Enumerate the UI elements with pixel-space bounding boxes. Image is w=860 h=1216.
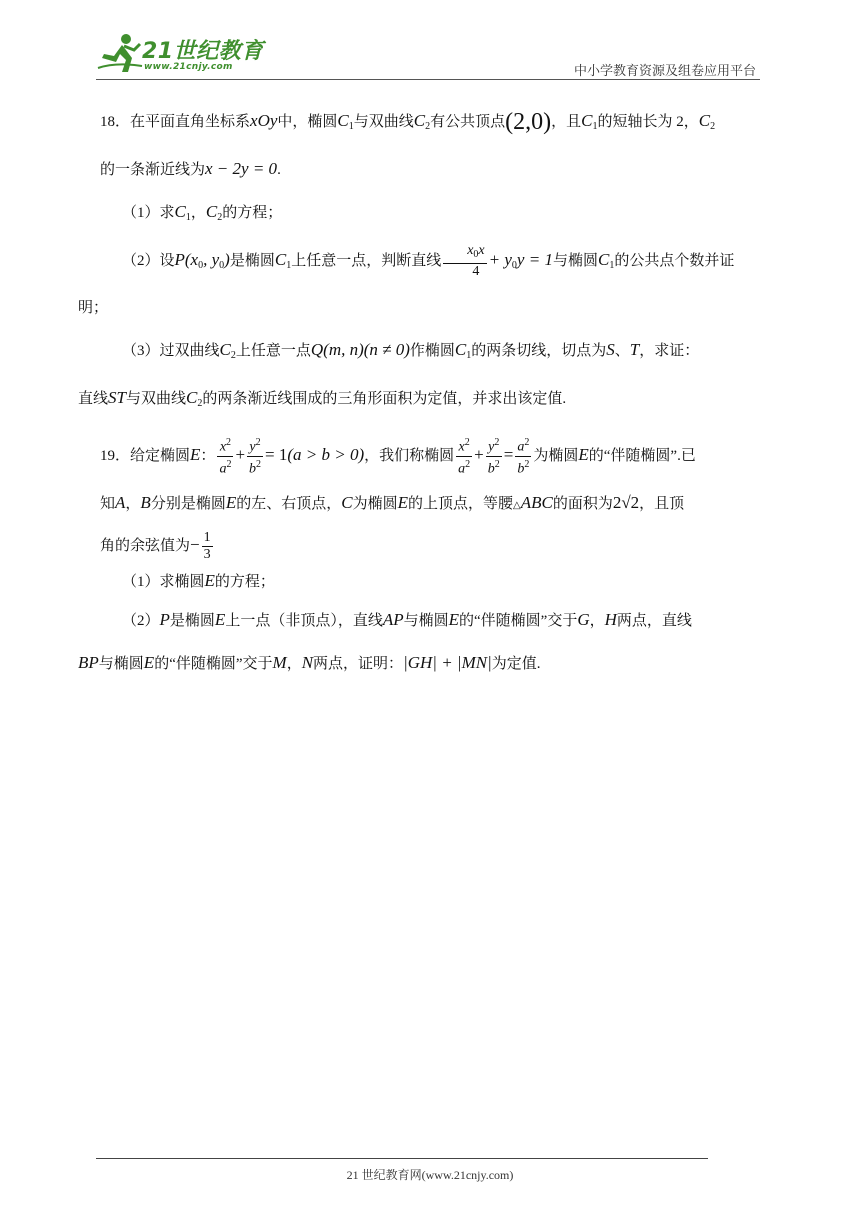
runner-logo-icon [96, 32, 144, 74]
length-sum: |GH| + |MN| [403, 653, 492, 672]
question-19 [78, 429, 764, 685]
footer-divider [96, 1158, 708, 1159]
logo-url: www.21cnjy.com [144, 62, 233, 72]
q18-part2: （2）设$P(x_0$, $y_0$)是椭圆$C_1$上任意一点，判断直线 $\frac{x_0x}{4}$ + $y_0y = 1$与椭圆$C_1$的公共点个数并证 明； [78, 243, 735, 316]
ellipse-y-term: $\frac{y^2}{b^2}$ [249, 437, 262, 477]
asymptote-equation: x − 2y = 0 [205, 159, 278, 178]
footer-text[interactable]: 21 世纪教育网(www.21cnjy.com) [346, 1168, 514, 1182]
cosine-value: $\frac{1}{3}$ [203, 530, 211, 563]
vertex-point: (2,0) [505, 109, 552, 135]
q19-part1: （1）求椭圆E的方程； [122, 571, 275, 590]
q18-stem-line2: 的一条渐近线为x − 2y = 0. [100, 159, 281, 178]
q19-stem-line2: 知A，B分别是椭圆E的左、右顶点，C为椭圆E的上顶点，等腰△ABC的面积为2√2，且顶 [100, 493, 685, 512]
platform-name: 中小学教育资源及组卷应用平台 [573, 64, 756, 79]
site-logo[interactable] [96, 32, 266, 74]
triangle-icon: △ [513, 500, 521, 511]
logo-title: 21世纪教育 [142, 39, 264, 64]
q18-part3: （3）过双曲线$C_2$上任意一点Q(m, n)(n ≠ 0)作椭圆$C_1$的两条切线，切点为S、T，求证： 直线ST与双曲线$C_2$的两条渐近线围成的三角形面积为定值，并求出该定值. [78, 340, 700, 409]
q18-part1: （1）求$C_1$，$C_2$的方程； [122, 202, 283, 223]
q19-stem-line1: 19．给定椭圆E： $\frac{x^2}{a^2}$ + $\frac{y^2}{b^2}$ = 1(a > b > 0)，我们称椭圆 $\frac{x^2}{a^2}$ + $\frac{y^2}{b^2}$ = $\frac{a^2}{b^2}$ 为椭圆E的“伴随椭圆”.已 [100, 437, 696, 477]
page-header [96, 30, 760, 78]
question-18 [78, 100, 764, 425]
point-q: Q(m, n)(n ≠ 0) [310, 340, 410, 359]
line-fraction: $\frac{x_0x}{4}$ [443, 243, 486, 280]
header-divider [96, 79, 760, 80]
triangle-area: 2√2 [612, 493, 640, 512]
ellipse-x-term: $\frac{x^2}{a^2}$ [219, 437, 232, 477]
q18-stem-line1: 18．在平面直角坐标系xOy中，椭圆$C_1$与双曲线$C_2$有公共顶点(2,0)，且$C_1$的短轴长为 2，$C_2$ [100, 109, 716, 135]
q19-stem-line3: 角的余弦值为− $\frac{1}{3}$ [100, 530, 211, 563]
question-content [78, 100, 764, 685]
q19-part2: （2）P是椭圆E上一点（非顶点），直线AP与椭圆E的“伴随椭圆”交于G，H两点，直线 BP与椭圆E的“伴随椭圆”交于M，N两点，证明：|GH| + |MN|为定值. [78, 610, 692, 672]
